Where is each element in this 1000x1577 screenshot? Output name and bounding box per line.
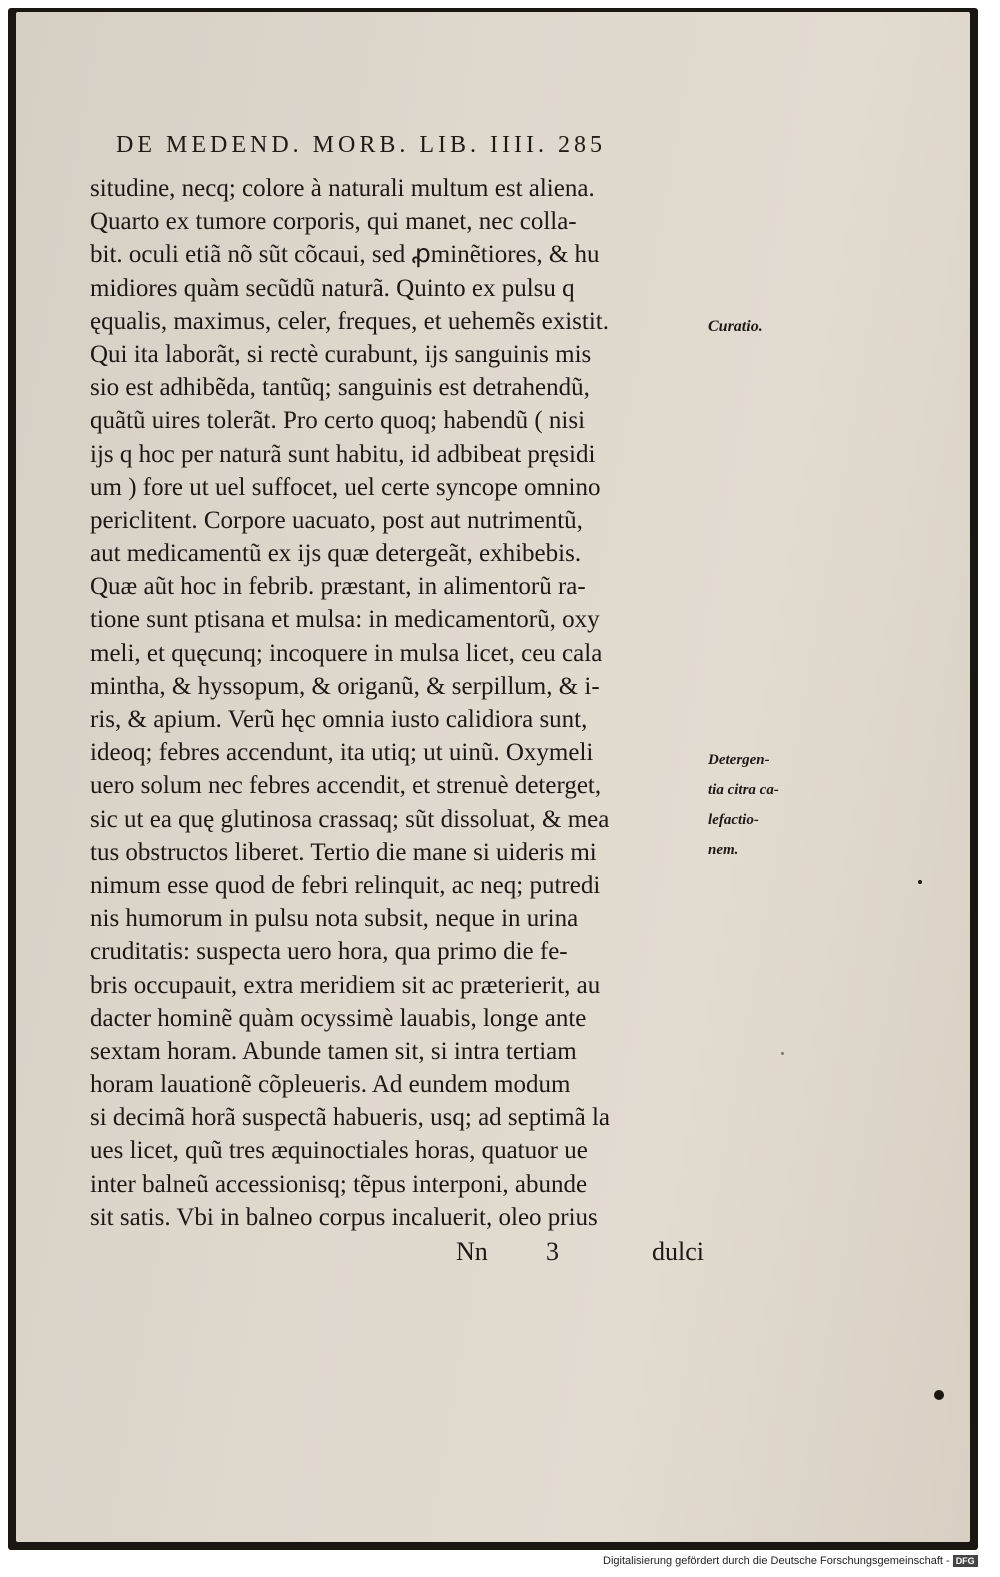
marginal-note-line: lefactio- [708,812,759,828]
ink-speck [934,1390,944,1400]
text-line: situdine, necq; colore à naturali multum est aliena. [90,175,595,202]
text-line: Quæ aũt hoc in febrib. præstant, in alimentorũ ra- [90,573,586,601]
text-line: sic ut ea quę glutinosa crassaq; sũt dissoluat, & mea [90,805,610,833]
text-line: ęqualis, maximus, celer, freques, et uehemẽs existit. [90,307,609,335]
body-text [90,172,710,1234]
text-line: Qui ita laborãt, si rectè curabunt, ijs sanguinis mis [90,340,592,368]
text-line: tione sunt ptisana et mulsa: in medicamentorũ, oxy [90,606,600,634]
text-line: tus obstructos liberet. Tertio die mane si uideris mi [90,838,597,866]
text-line: ris, & apium. Verũ hęc omnia iusto calidiora sunt, [90,706,588,733]
marginal-note-detergentia [708,745,818,865]
marginal-note-line: Detergen- [708,752,770,768]
marginal-note-curatio [708,312,818,342]
text-line: horam lauationẽ cõpleueris. Ad eundem modum [90,1071,571,1099]
text-line: sio est adhibẽda, tantũq; sanguinis est detrahendũ, [90,374,590,402]
text-line: aut medicamentũ ex ijs quæ detergeãt, exhibebis. [90,540,582,568]
text-line: bit. oculi etiã nõ sũt cõcaui, sed ꝓminẽtiores, & hu [90,241,600,269]
text-line: meli, et quęcunq; incoquere in mulsa licet, ceu cala [90,639,603,667]
marginal-note-line: nem. [708,842,739,858]
dfg-logo: DFG [953,1555,978,1567]
text-line: sextam horam. Abunde tamen sit, si intra tertiam [90,1037,577,1065]
text-line: ijs q hoc per naturã sunt habitu, id adbibeat pręsidi [90,440,596,468]
ink-speck [781,1052,784,1055]
text-line: cruditatis: suspecta uero hora, qua primo die fe- [90,938,568,966]
marginal-note-line: Curatio. [708,318,763,335]
text-line: dacter hominẽ quàm ocyssimè lauabis, longe ante [90,1004,587,1032]
signature-number: 3 [546,1237,559,1266]
text-line: sit satis. Vbi in balneo corpus incaluerit, oleo prius [90,1203,598,1231]
running-head: DE MEDEND. MORB. LIB. IIII. 285 [116,132,606,158]
ink-speck [918,880,922,884]
text-line: midiores quàm secũdũ naturã. Quinto ex pulsu q [90,274,575,302]
book-page [16,12,970,1542]
text-line: mintha, & hyssopum, & origanũ, & serpillum, & i- [90,672,600,700]
marginal-note-line: tia citra ca- [708,782,779,798]
text-line: uero solum nec febres accendit, et strenuè deterget, [90,772,602,800]
text-line: quãtũ uires tolerãt. Pro certo quoq; habendũ ( nisi [90,407,586,435]
text-line: bris occupauit, extra meridiem sit ac præterierit, au [90,971,601,999]
text-line: Quarto ex tumore corporis, qui manet, nec colla- [90,208,577,236]
text-line: ues licet, quũ tres æquinoctiales horas, quatuor ue [90,1137,588,1165]
digitization-credit [603,1555,993,1573]
text-line: nimum esse quod de febri relinquit, ac neq; putredi [90,871,601,899]
text-line: si decimã horã suspectã habueris, usq; ad septimã la [90,1104,610,1132]
text-line: ideoq; febres accendunt, ita utiq; ut uinũ. Oxymeli [90,739,594,767]
text-line: nis humorum in pulsu nota subsit, neque in urina [90,905,579,933]
credit-text: Digitalisierung gefördert durch die Deutsche Forschungsgemeinschaft - [603,1555,950,1567]
signature-mark: Nn [456,1237,488,1266]
text-line: um ) fore ut uel suffocet, uel certe syncope omnino [90,473,601,501]
text-line: inter balneũ accessionisq; tẽpus interponi, abunde [90,1170,588,1198]
text-line: periclitent. Corpore uacuato, post aut nutrimentũ, [90,506,583,534]
catchword: dulci [652,1237,704,1266]
